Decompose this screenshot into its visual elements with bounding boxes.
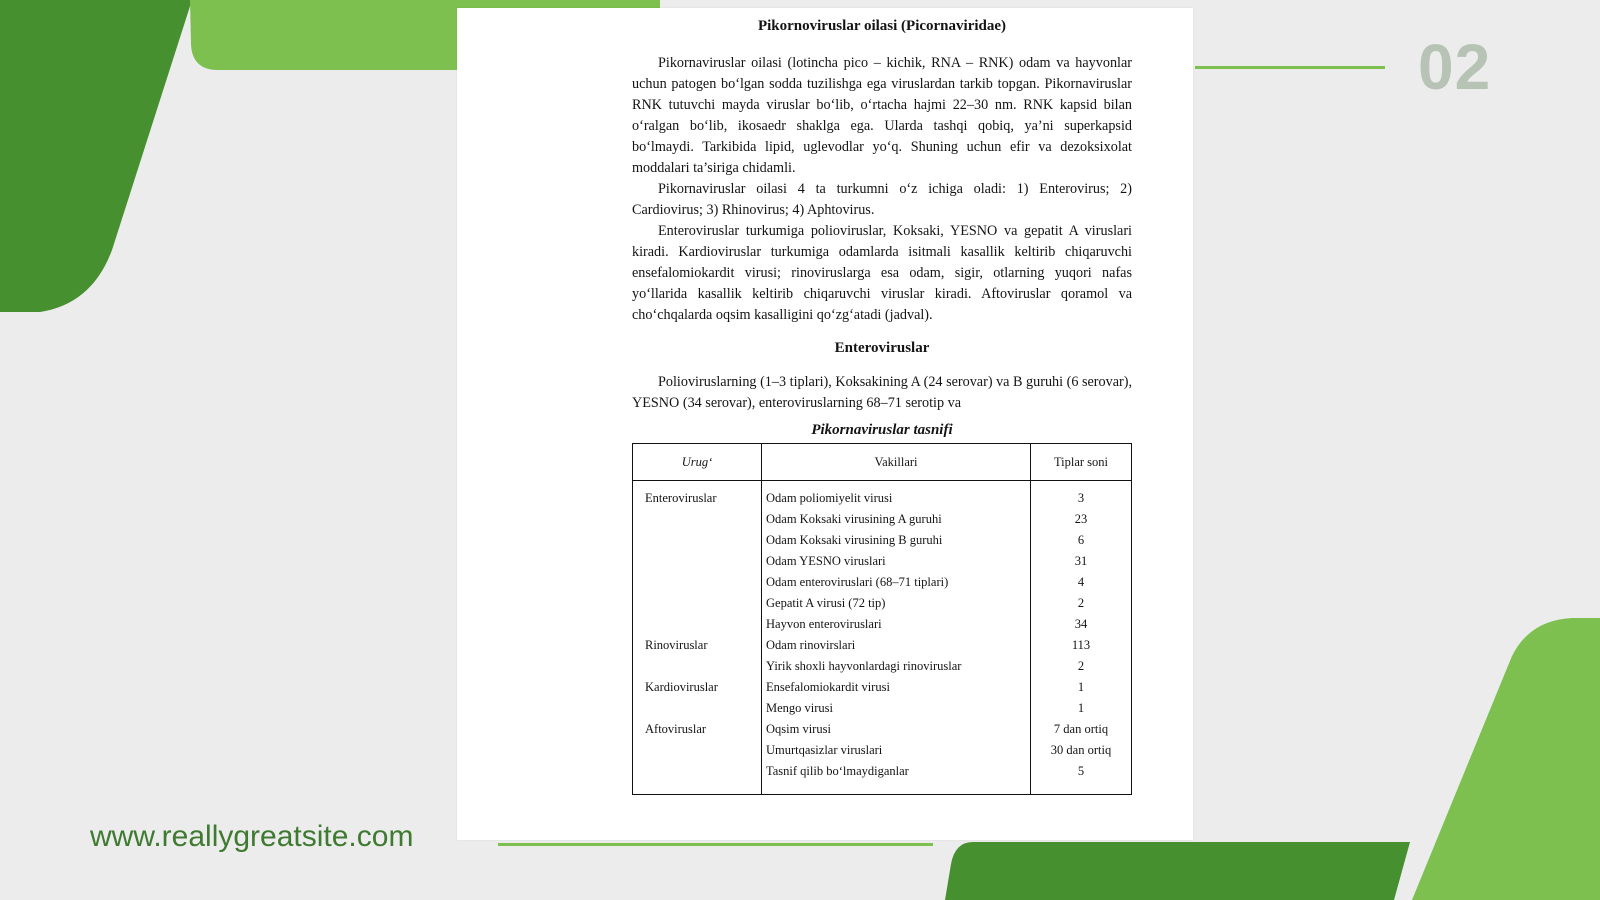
cell-types-count: 5 [1031,761,1132,795]
header-representatives: Vakillari [762,444,1031,481]
cell-types-count: 2 [1031,656,1132,677]
cell-representative: Odam enteroviruslari (68–71 tiplari) [762,572,1031,593]
table-row [633,572,1132,593]
cell-genus: Rinoviruslar [633,635,762,656]
cell-genus: Aftoviruslar [633,719,762,740]
top-right-line [1195,66,1385,69]
table-row [633,614,1132,635]
document-page [457,8,1193,840]
cell-genus: Enteroviruslar [633,481,762,510]
document-content [632,16,1132,795]
table-row [633,530,1132,551]
cell-types-count: 7 dan ortiq [1031,719,1132,740]
table-row [633,698,1132,719]
cell-representative: Odam Koksaki virusining A guruhi [762,509,1031,530]
cell-genus [633,572,762,593]
cell-representative: Yirik shoxli hayvonlardagi rinoviruslar [762,656,1031,677]
table-row [633,551,1132,572]
table-row [633,593,1132,614]
cell-types-count: 31 [1031,551,1132,572]
table-row [633,656,1132,677]
cell-representative: Mengo virusi [762,698,1031,719]
table-row [633,761,1132,795]
paragraph-2: Pikornaviruslar oilasi 4 ta turkumni o‘z ichiga oladi: 1) Enterovirus; 2) Cardiovirus; 3) Rhinovirus; 4) Aphtovirus. [632,181,1132,218]
table-header-row [633,444,1132,481]
header-types-count: Tiplar soni [1031,444,1132,481]
paragraph-3: Enteroviruslar turkumiga polioviruslar, Koksaki, YESNO va gepatit A viruslari kiradi. Kardioviruslar turkumiga odamlarda isitmali kasallik keltirib chiqaruvchi ensefalomiokardit virusi; rinoviruslarga esa odam, sigir, otlarning yuqori nafas yo‘llarida kasallik keltirib chiqaruvchi viruslar kiradi. Aftoviruslar qoramol va cho‘chqalarda oqsim kasalligini qo‘zg‘atadi (jadval). [632,223,1132,323]
table-row [633,481,1132,510]
cell-representative: Odam YESNO viruslari [762,551,1031,572]
table-row [633,719,1132,740]
bottom-line [498,843,933,846]
cell-types-count: 2 [1031,593,1132,614]
cell-genus [633,761,762,795]
cell-representative: Gepatit A virusi (72 tip) [762,593,1031,614]
cell-genus [633,530,762,551]
cell-genus [633,593,762,614]
classification-table [632,443,1132,795]
table-row [633,509,1132,530]
cell-representative: Hayvon enteroviruslari [762,614,1031,635]
cell-genus [633,551,762,572]
section-heading: Enteroviruslar [834,340,930,356]
section-paragraph: Polioviruslarning (1–3 tiplari), Koksakining A (24 serovar) va B guruhi (6 serovar), YESNO (34 serovar), enteroviruslarning 68–71 serotip va [632,374,1133,411]
cell-types-count: 1 [1031,698,1132,719]
slide-number: 02 [1418,31,1492,103]
cell-types-count: 113 [1031,635,1132,656]
table-row [633,677,1132,698]
table-caption: Pikornaviruslar tasnifi [811,422,953,438]
cell-genus [633,656,762,677]
table-row [633,635,1132,656]
header-genus: Urug‘ [633,444,762,481]
cell-types-count: 30 dan ortiq [1031,740,1132,761]
cell-genus [633,614,762,635]
cell-types-count: 34 [1031,614,1132,635]
cell-types-count: 23 [1031,509,1132,530]
cell-representative: Umurtqasizlar viruslari [762,740,1031,761]
site-url: www.reallygreatsite.com [90,820,414,853]
document-title: Pikornoviruslar oilasi (Picornaviridae) [757,18,1007,34]
paragraph-1: Pikornaviruslar oilasi (lotincha pico – kichik, RNA – RNK) odam va hayvonlar uchun patogen bo‘lgan sodda tuzilishga ega viruslardan tarkib topgan. Pikornaviruslar RNK tutuvchi mayda viruslar bo‘lib, o‘rtacha hajmi 22–30 nm. RNK kapsid bilan o‘ralgan bo‘lib, ikosaedr shaklga ega. Ularda tashqi qobiq, ya’ni superkapsid bo‘lmaydi. Tarkibida lipid, uglevodlar yo‘q. Shuning uchun efir va dezoksixolat moddalari ta’siriga chidamli. [632,55,1132,176]
table-body [633,481,1132,795]
table-row [633,740,1132,761]
cell-genus: Kardioviruslar [633,677,762,698]
cell-genus [633,509,762,530]
cell-representative: Odam rinovirslari [762,635,1031,656]
cell-genus [633,698,762,719]
cell-representative: Odam Koksaki virusining B guruhi [762,530,1031,551]
dark-green-bottom-shape [945,842,1410,900]
cell-types-count: 4 [1031,572,1132,593]
cell-representative: Oqsim virusi [762,719,1031,740]
dark-green-corner-shape [0,0,200,320]
cell-representative: Odam poliomiyelit virusi [762,481,1031,510]
cell-types-count: 6 [1031,530,1132,551]
light-green-right-shape [1412,618,1600,900]
cell-representative: Ensefalomiokardit virusi [762,677,1031,698]
cell-representative: Tasnif qilib bo‘lmaydiganlar [762,761,1031,795]
cell-types-count: 1 [1031,677,1132,698]
cell-genus [633,740,762,761]
cell-types-count: 3 [1031,481,1132,510]
